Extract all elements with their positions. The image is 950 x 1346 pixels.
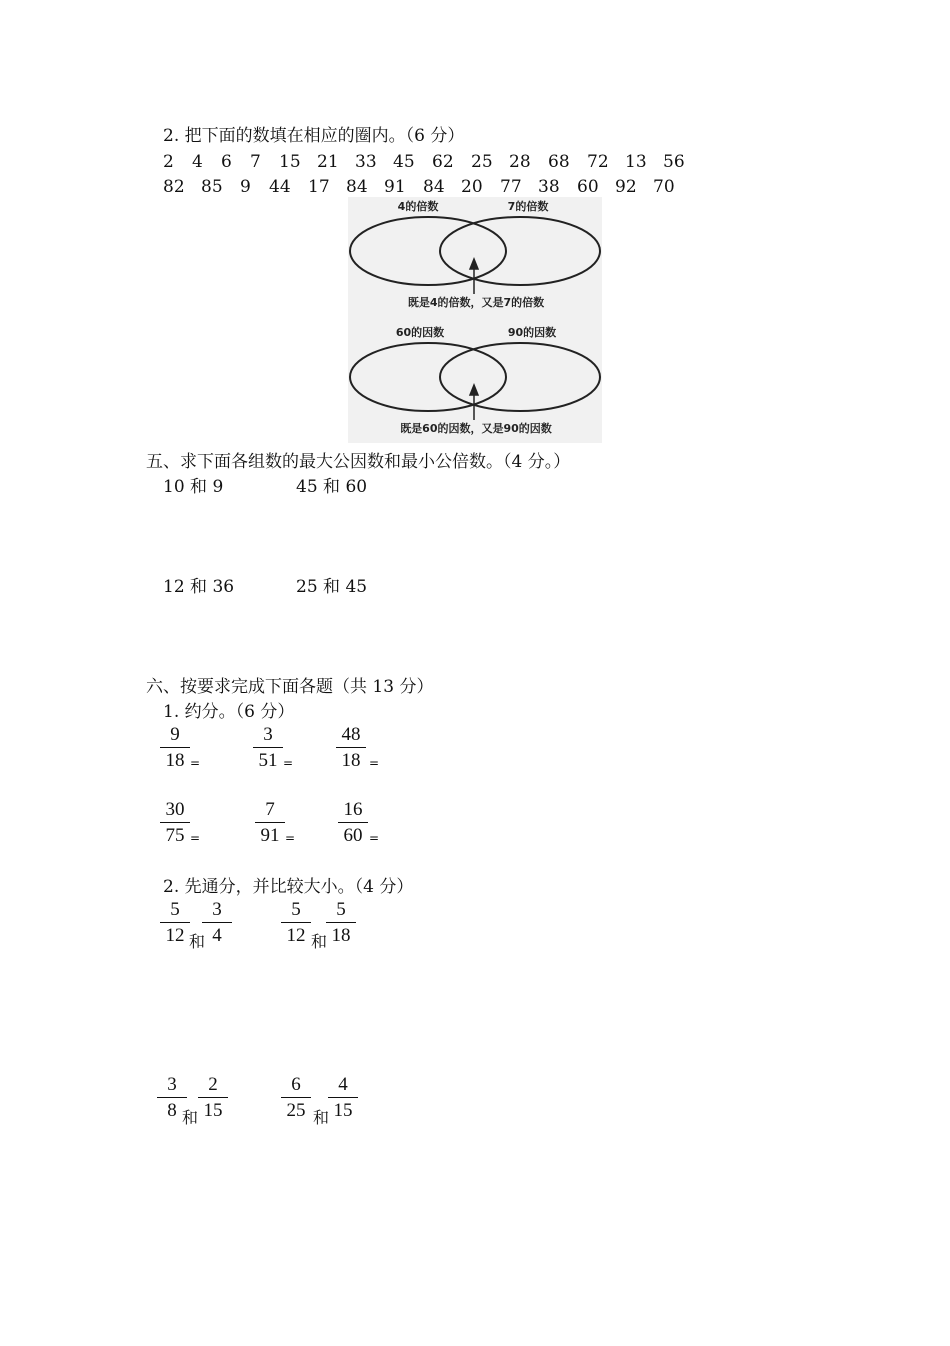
number-item: 15 [279,152,301,172]
fraction-to-reduce [255,798,285,847]
numerator: 7 [255,798,285,823]
number-item: 62 [432,152,454,172]
number-item: 70 [653,177,675,197]
number-item: 4 [192,152,203,172]
equals-sign: = [369,756,380,770]
compare-fraction-b [198,1073,228,1122]
numerator: 2 [198,1073,228,1098]
and-word: 和 [182,1108,199,1127]
compare-fraction-b [326,898,356,947]
number-item: 21 [317,152,339,172]
denominator: 25 [286,1100,306,1121]
venn1-left-label: 4的倍数 [397,200,439,213]
gcd-lcm-pair: 45 和 60 [296,477,368,497]
number-item: 17 [308,177,330,197]
compare-fraction-b [328,1073,358,1122]
number-item: 2 [163,152,174,172]
venn2-arrow-head [470,385,478,395]
q2-title: 2. 把下面的数填在相应的圈内。（6 分） [163,126,465,146]
denominator: 91 [260,825,280,846]
compare-fraction-a [281,898,311,947]
venn2-right-circle [440,343,600,411]
fraction-to-reduce [160,798,190,847]
number-item: 9 [240,177,251,197]
compare-fraction-b [202,898,232,947]
number-item: 44 [269,177,291,197]
venn2-right-label: 90的因数 [507,326,557,339]
compare-fraction-a [281,1073,311,1122]
compare-fraction-a [160,898,190,947]
venn1-right-label: 7的倍数 [507,200,549,213]
number-item: 45 [393,152,415,172]
number-item: 25 [471,152,493,172]
denominator: 12 [286,925,306,946]
numerator: 4 [328,1073,358,1098]
equals-sign: = [190,831,201,845]
venn1-arrow-head [470,259,478,269]
numerator: 48 [336,723,366,748]
denominator: 8 [167,1100,177,1121]
fraction-to-reduce [160,723,190,772]
q1-title: 1. 约分。（6 分） [163,702,295,722]
denominator: 12 [165,925,185,946]
venn2-left-label: 60的因数 [395,326,445,339]
venn2-left-circle [350,343,506,411]
and-word: 和 [311,932,328,951]
equals-sign: = [283,756,294,770]
denominator: 18 [165,750,185,771]
fraction-to-reduce [336,723,366,772]
numerator: 16 [338,798,368,823]
numerator: 5 [326,898,356,923]
numerator: 5 [160,898,190,923]
numerator: 3 [202,898,232,923]
numerator: 5 [281,898,311,923]
number-item: 91 [384,177,406,197]
venn-diagram [348,197,602,443]
number-item: 82 [163,177,185,197]
number-item: 6 [221,152,232,172]
number-item: 77 [500,177,522,197]
number-item: 84 [423,177,445,197]
fraction-to-reduce [338,798,368,847]
equals-sign: = [190,756,201,770]
venn1-middle-label: 既是4的倍数，又是7的倍数 [407,296,545,309]
venn2-middle-label: 既是60的因数，又是90的因数 [400,422,552,435]
number-item: 60 [577,177,599,197]
section6-title: 六、按要求完成下面各题（共 13 分） [146,677,434,697]
denominator: 18 [341,750,361,771]
venn-diagram-figure [348,197,602,443]
gcd-lcm-pair: 10 和 9 [163,477,224,497]
gcd-lcm-pair: 25 和 45 [296,577,368,597]
number-item: 92 [615,177,637,197]
section5-title: 五、求下面各组数的最大公因数和最小公倍数。（4 分。） [146,452,571,472]
numerator: 6 [281,1073,311,1098]
numerator: 3 [253,723,283,748]
number-item: 13 [625,152,647,172]
fraction-to-reduce [253,723,283,772]
gcd-lcm-pair: 12 和 36 [163,577,235,597]
denominator: 15 [333,1100,353,1121]
number-item: 7 [250,152,261,172]
denominator: 60 [343,825,363,846]
denominator: 4 [212,925,222,946]
number-item: 56 [663,152,685,172]
number-item: 28 [509,152,531,172]
equals-sign: = [285,831,296,845]
number-item: 33 [355,152,377,172]
number-item: 38 [538,177,560,197]
and-word: 和 [313,1108,330,1127]
venn1-left-circle [350,217,506,285]
venn1-right-circle [440,217,600,285]
number-item: 68 [548,152,570,172]
denominator: 51 [258,750,278,771]
number-item: 84 [346,177,368,197]
number-item: 85 [201,177,223,197]
and-word: 和 [189,932,206,951]
numerator: 9 [160,723,190,748]
denominator: 75 [165,825,185,846]
denominator: 18 [331,925,351,946]
number-item: 72 [587,152,609,172]
denominator: 15 [203,1100,223,1121]
number-item: 20 [461,177,483,197]
numerator: 3 [157,1073,187,1098]
numerator: 30 [160,798,190,823]
equals-sign: = [369,831,380,845]
q2-compare-title: 2. 先通分，并比较大小。（4 分） [163,877,414,897]
